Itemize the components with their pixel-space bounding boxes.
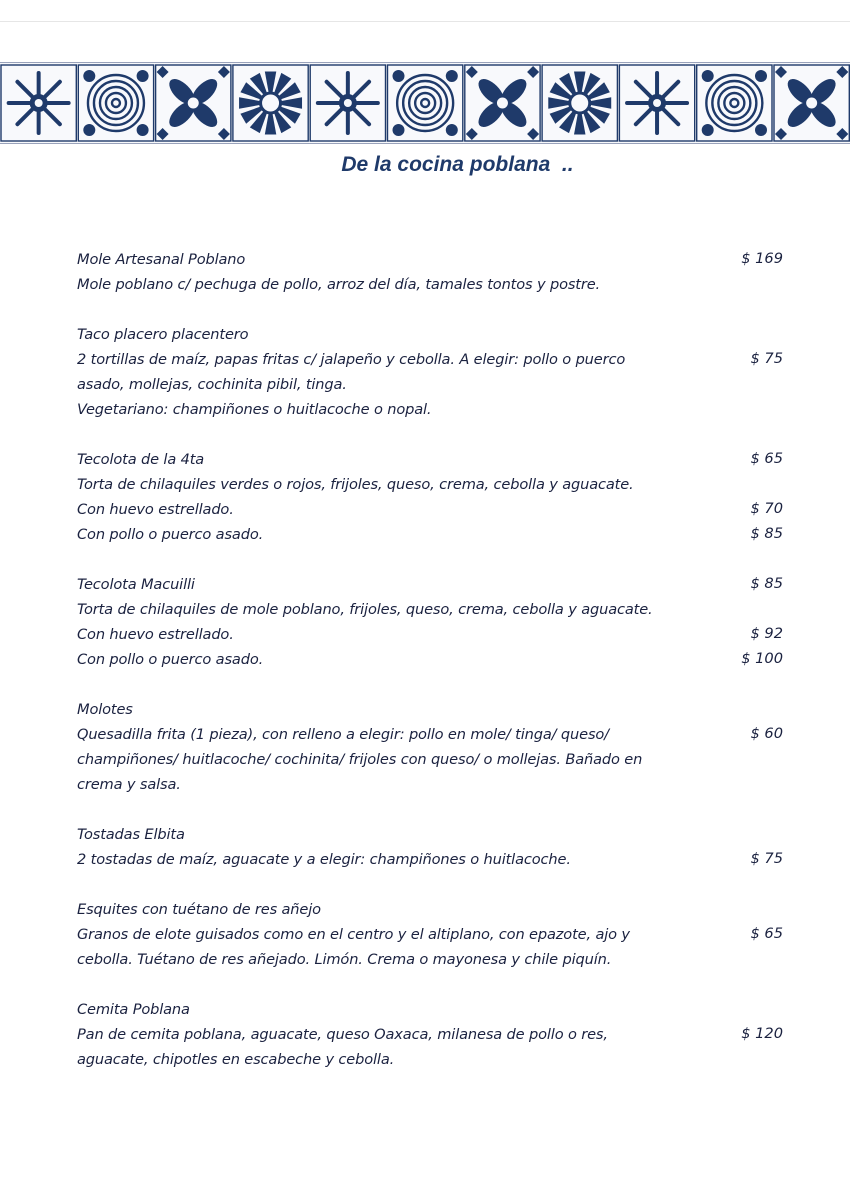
menu-item-description-row: [77, 921, 787, 946]
menu-item-description-row: [77, 396, 787, 421]
menu-item-description-row: [77, 1021, 787, 1046]
menu-item-description: asado, mollejas, cochinita pibil, tinga.: [77, 376, 347, 393]
menu-item-name-row: [77, 246, 787, 271]
menu-item-name: Taco placero placentero: [77, 326, 249, 343]
menu-item: [77, 696, 787, 796]
menu-item-price: $ 75: [750, 350, 783, 367]
menu-item: [77, 821, 787, 871]
menu-item-description: cebolla. Tuétano de res añejado. Limón. Crema o mayonesa y chile piquín.: [77, 951, 612, 968]
menu-item-price: $ 120: [741, 1025, 783, 1042]
menu-item-price: $ 85: [750, 525, 783, 542]
menu-item-description: 2 tostadas de maíz, aguacate y a elegir: champiñones o huitlacoche.: [77, 851, 571, 868]
menu-item-description-row: [77, 1046, 787, 1071]
menu-item-description-row: [77, 271, 787, 296]
menu-item-description-row: [77, 746, 787, 771]
menu-item-description: champiñones/ huitlacoche/ cochinita/ frijoles con queso/ o mollejas. Bañado en: [77, 751, 643, 768]
menu-item-description-row: [77, 596, 787, 621]
menu-item-name: Mole Artesanal Poblano: [77, 251, 246, 268]
menu-item: [77, 571, 787, 671]
menu-item-price: $ 70: [750, 500, 783, 517]
menu-item-name-row: [77, 446, 787, 471]
menu-item-description: aguacate, chipotles en escabeche y cebolla.: [77, 1051, 395, 1068]
menu-item-description-row: [77, 346, 787, 371]
menu-item: [77, 446, 787, 546]
menu-item-name-row: [77, 821, 787, 846]
menu-item-name-row: [77, 696, 787, 721]
menu-item-description-row: [77, 496, 787, 521]
menu-item-name: Tostadas Elbita: [77, 826, 185, 843]
menu-item-name-row: [77, 571, 787, 596]
menu-item-description: Mole poblano c/ pechuga de pollo, arroz del día, tamales tontos y postre.: [77, 276, 601, 293]
menu-item-description: Con huevo estrellado.: [77, 501, 234, 518]
menu-item-price: $ 65: [750, 925, 783, 942]
menu-item-description-row: [77, 846, 787, 871]
menu-item-name: Molotes: [77, 701, 133, 718]
menu-item-price: $ 100: [741, 650, 783, 667]
menu-item-name: Cemita Poblana: [77, 1001, 190, 1018]
menu-item: [77, 246, 787, 296]
menu-list: [77, 246, 787, 1096]
menu-item-description-row: [77, 721, 787, 746]
menu-item: [77, 321, 787, 421]
menu-item-price: $ 169: [741, 250, 783, 267]
menu-item-price: $ 92: [750, 625, 783, 642]
menu-item-price: $ 85: [750, 575, 783, 592]
menu-item-price: $ 60: [750, 725, 783, 742]
menu-item-description: 2 tortillas de maíz, papas fritas c/ jalapeño y cebolla. A elegir: pollo o puerco: [77, 351, 626, 368]
menu-item-description-row: [77, 371, 787, 396]
menu-item-name-row: [77, 996, 787, 1021]
menu-item-price: $ 65: [750, 450, 783, 467]
menu-item-description: Torta de chilaquiles verdes o rojos, frijoles, queso, crema, cebolla y aguacate.: [77, 476, 634, 493]
page-title: De la cocina poblana ..: [341, 153, 574, 176]
menu-item-description: Quesadilla frita (1 pieza), con relleno a elegir: pollo en mole/ tinga/ queso/: [77, 726, 609, 743]
menu-item-description-row: [77, 771, 787, 796]
menu-item-description-row: [77, 946, 787, 971]
menu-item-name: Tecolota Macuilli: [77, 576, 195, 593]
menu-item-name-row: [77, 896, 787, 921]
menu-item-description: crema y salsa.: [77, 776, 181, 793]
menu-item: [77, 896, 787, 971]
menu-item: [77, 996, 787, 1071]
menu-item-description-row: [77, 646, 787, 671]
menu-item-description: Granos de elote guisados como en el centro y el altiplano, con epazote, ajo y: [77, 926, 630, 943]
menu-item-name: Esquites con tuétano de res añejo: [77, 901, 321, 918]
talavera-tile-band-icon: [0, 62, 850, 144]
menu-item-price: $ 75: [750, 850, 783, 867]
menu-item-description-row: [77, 471, 787, 496]
menu-item-name: Tecolota de la 4ta: [77, 451, 205, 468]
menu-item-description-row: [77, 521, 787, 546]
menu-item-name-row: [77, 321, 787, 346]
menu-item-description: Con pollo o puerco asado.: [77, 526, 264, 543]
menu-item-description: Torta de chilaquiles de mole poblano, frijoles, queso, crema, cebolla y aguacate.: [77, 601, 653, 618]
menu-item-description: Vegetariano: champiñones o huitlacoche o nopal.: [77, 401, 432, 418]
top-divider: [0, 21, 850, 22]
menu-item-description: Con pollo o puerco asado.: [77, 651, 264, 668]
menu-item-description: Con huevo estrellado.: [77, 626, 234, 643]
menu-item-description-row: [77, 621, 787, 646]
menu-item-description: Pan de cemita poblana, aguacate, queso Oaxaca, milanesa de pollo o res,: [77, 1026, 608, 1043]
